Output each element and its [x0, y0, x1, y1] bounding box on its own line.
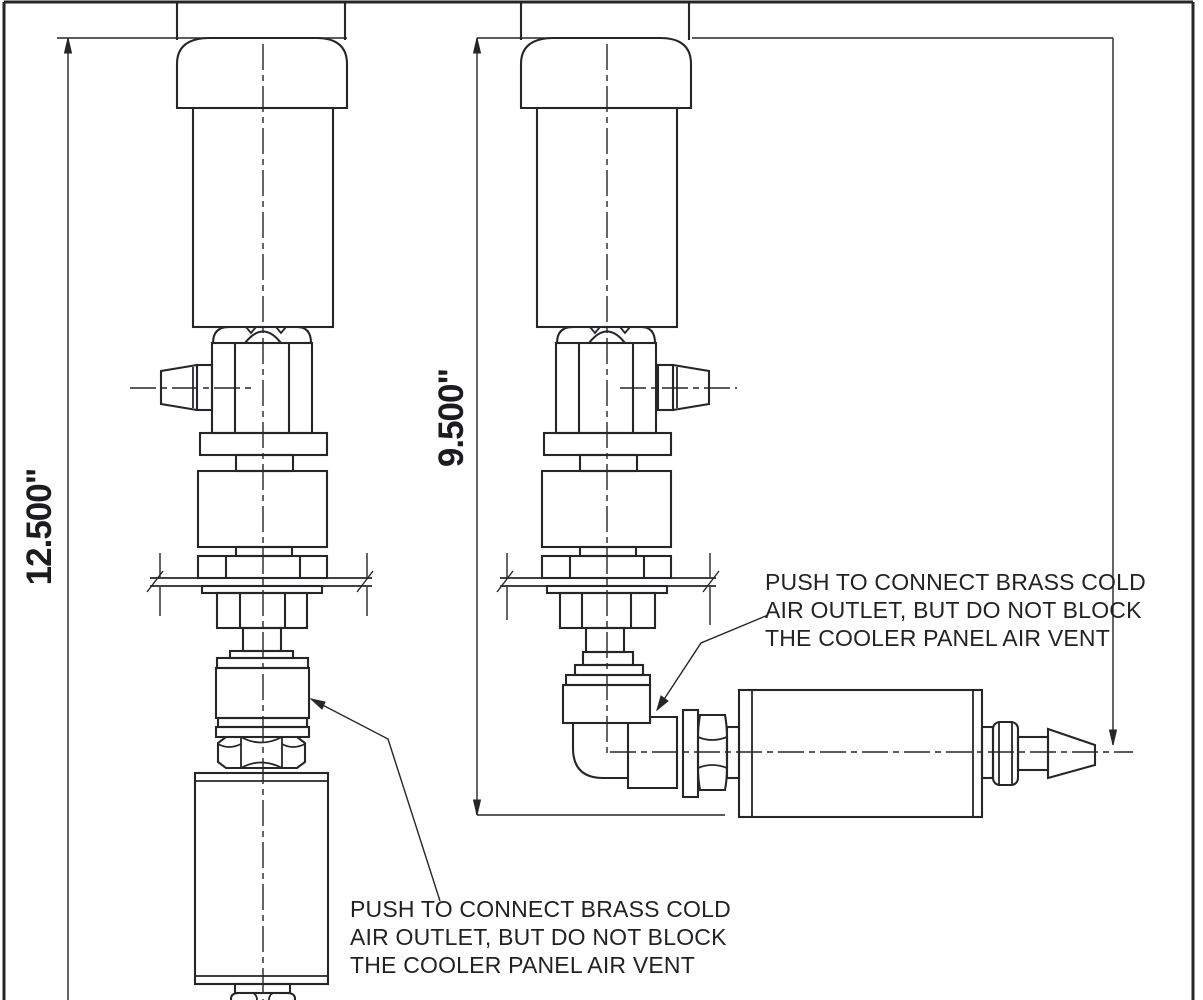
inlet-muffler-cap — [177, 38, 347, 108]
lock-nut — [202, 586, 322, 628]
annotation-right — [765, 568, 1146, 652]
vortex-generator — [212, 327, 312, 433]
vortex-generator-right — [556, 327, 656, 433]
frame-border — [4, 2, 1193, 1000]
annotation-right-line-2: AIR OUTLET, BUT DO NOT BLOCK — [765, 597, 1142, 623]
dimension-9-500 — [474, 38, 726, 815]
outlet-barb — [1018, 737, 1048, 770]
inlet-tube — [177, 2, 345, 40]
dimension-label-9-500: 9.500" — [432, 368, 471, 468]
left-cooler-assembly — [130, 2, 347, 1000]
annotation-left-line-2: AIR OUTLET, BUT DO NOT BLOCK — [350, 924, 727, 950]
cooler-panel-right — [497, 553, 719, 625]
cold-air-muffler-horizontal — [739, 690, 982, 817]
inlet-muffler-cap-right — [521, 38, 691, 108]
left-annotation-leader — [311, 699, 440, 901]
annotation-left-line-1: PUSH TO CONNECT BRASS COLD — [350, 896, 731, 922]
annotation-left — [350, 895, 731, 979]
annotation-right-line-1: PUSH TO CONNECT BRASS COLD — [765, 569, 1146, 595]
hot-air-exhaust-fitting-right — [620, 365, 737, 410]
compression-nut-left — [218, 737, 305, 768]
annotation-left-line-3: THE COOLER PANEL AIR VENT — [350, 952, 695, 978]
cold-air-muffler-vertical — [195, 773, 328, 984]
elbow-push-connect-fitting — [563, 675, 677, 788]
outlet-stem-right — [575, 628, 643, 675]
inlet-tube-right — [521, 2, 689, 40]
dimension-12-500 — [57, 38, 347, 1000]
annotation-right-line-3: THE COOLER PANEL AIR VENT — [765, 625, 1110, 651]
elbow-ring-flange — [683, 710, 698, 797]
hot-air-exhaust-fitting — [130, 365, 255, 410]
dimension-label-12-500: 12.500" — [20, 468, 59, 586]
outlet-hex-nut — [993, 722, 1018, 785]
cooler-panel-left — [147, 553, 373, 616]
right-cooler-assembly — [521, 2, 1133, 817]
outlet-nozzle-tip — [1048, 729, 1095, 778]
